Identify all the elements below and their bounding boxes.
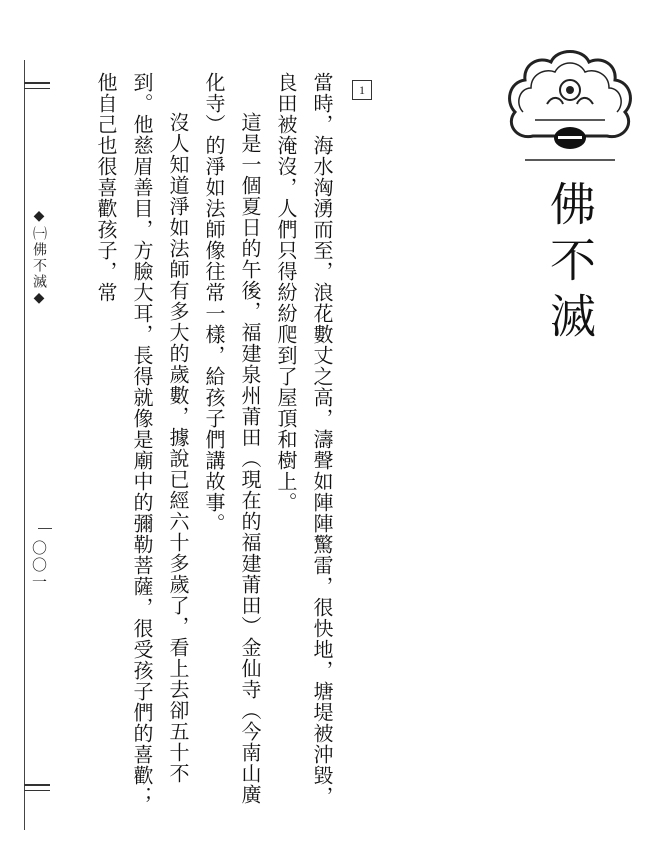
- chapter-title: 佛不滅: [543, 180, 597, 348]
- footnote-marker: 1: [352, 80, 372, 100]
- paragraph-2: 這是一個夏日的午後，福建泉州莆田（現在的福建莆田）金仙寺（今南山廣化寺）的淨如法師像往常一樣，給孩子們講故事。: [202, 72, 262, 805]
- page-number: 〇〇一: [30, 540, 48, 591]
- margin-tick-top-thin: [24, 88, 50, 89]
- paragraph-3: 沒人知道淨如法師有多大的歲數，據說已經六十多歲了，看上去卻五十不到。他慈眉善目，方臉大耳，長得就像是廟中的彌勒菩薩，很受孩子們的喜歡；他自己也很喜歡孩子，常: [94, 72, 190, 807]
- margin-tick-top: [24, 82, 50, 84]
- margin-tick-bottom: [24, 784, 50, 786]
- page-number-rule: [38, 528, 52, 529]
- margin-tick-bottom-thin: [24, 790, 50, 791]
- running-head: ◆㈠佛不滅◆: [31, 208, 47, 308]
- chapter-number-mark: [558, 136, 582, 139]
- paragraph-1: 當時，海水洶湧而至，浪花數丈之高，濤聲如陣陣驚雷，很快地，塘堤被沖毀，良田被淹沒，人們只得紛紛爬到了屋頂和樹上。: [274, 72, 334, 807]
- margin-rule: [24, 60, 25, 830]
- chapter-ornament-icon: [495, 42, 645, 162]
- body-text: [94, 72, 340, 812]
